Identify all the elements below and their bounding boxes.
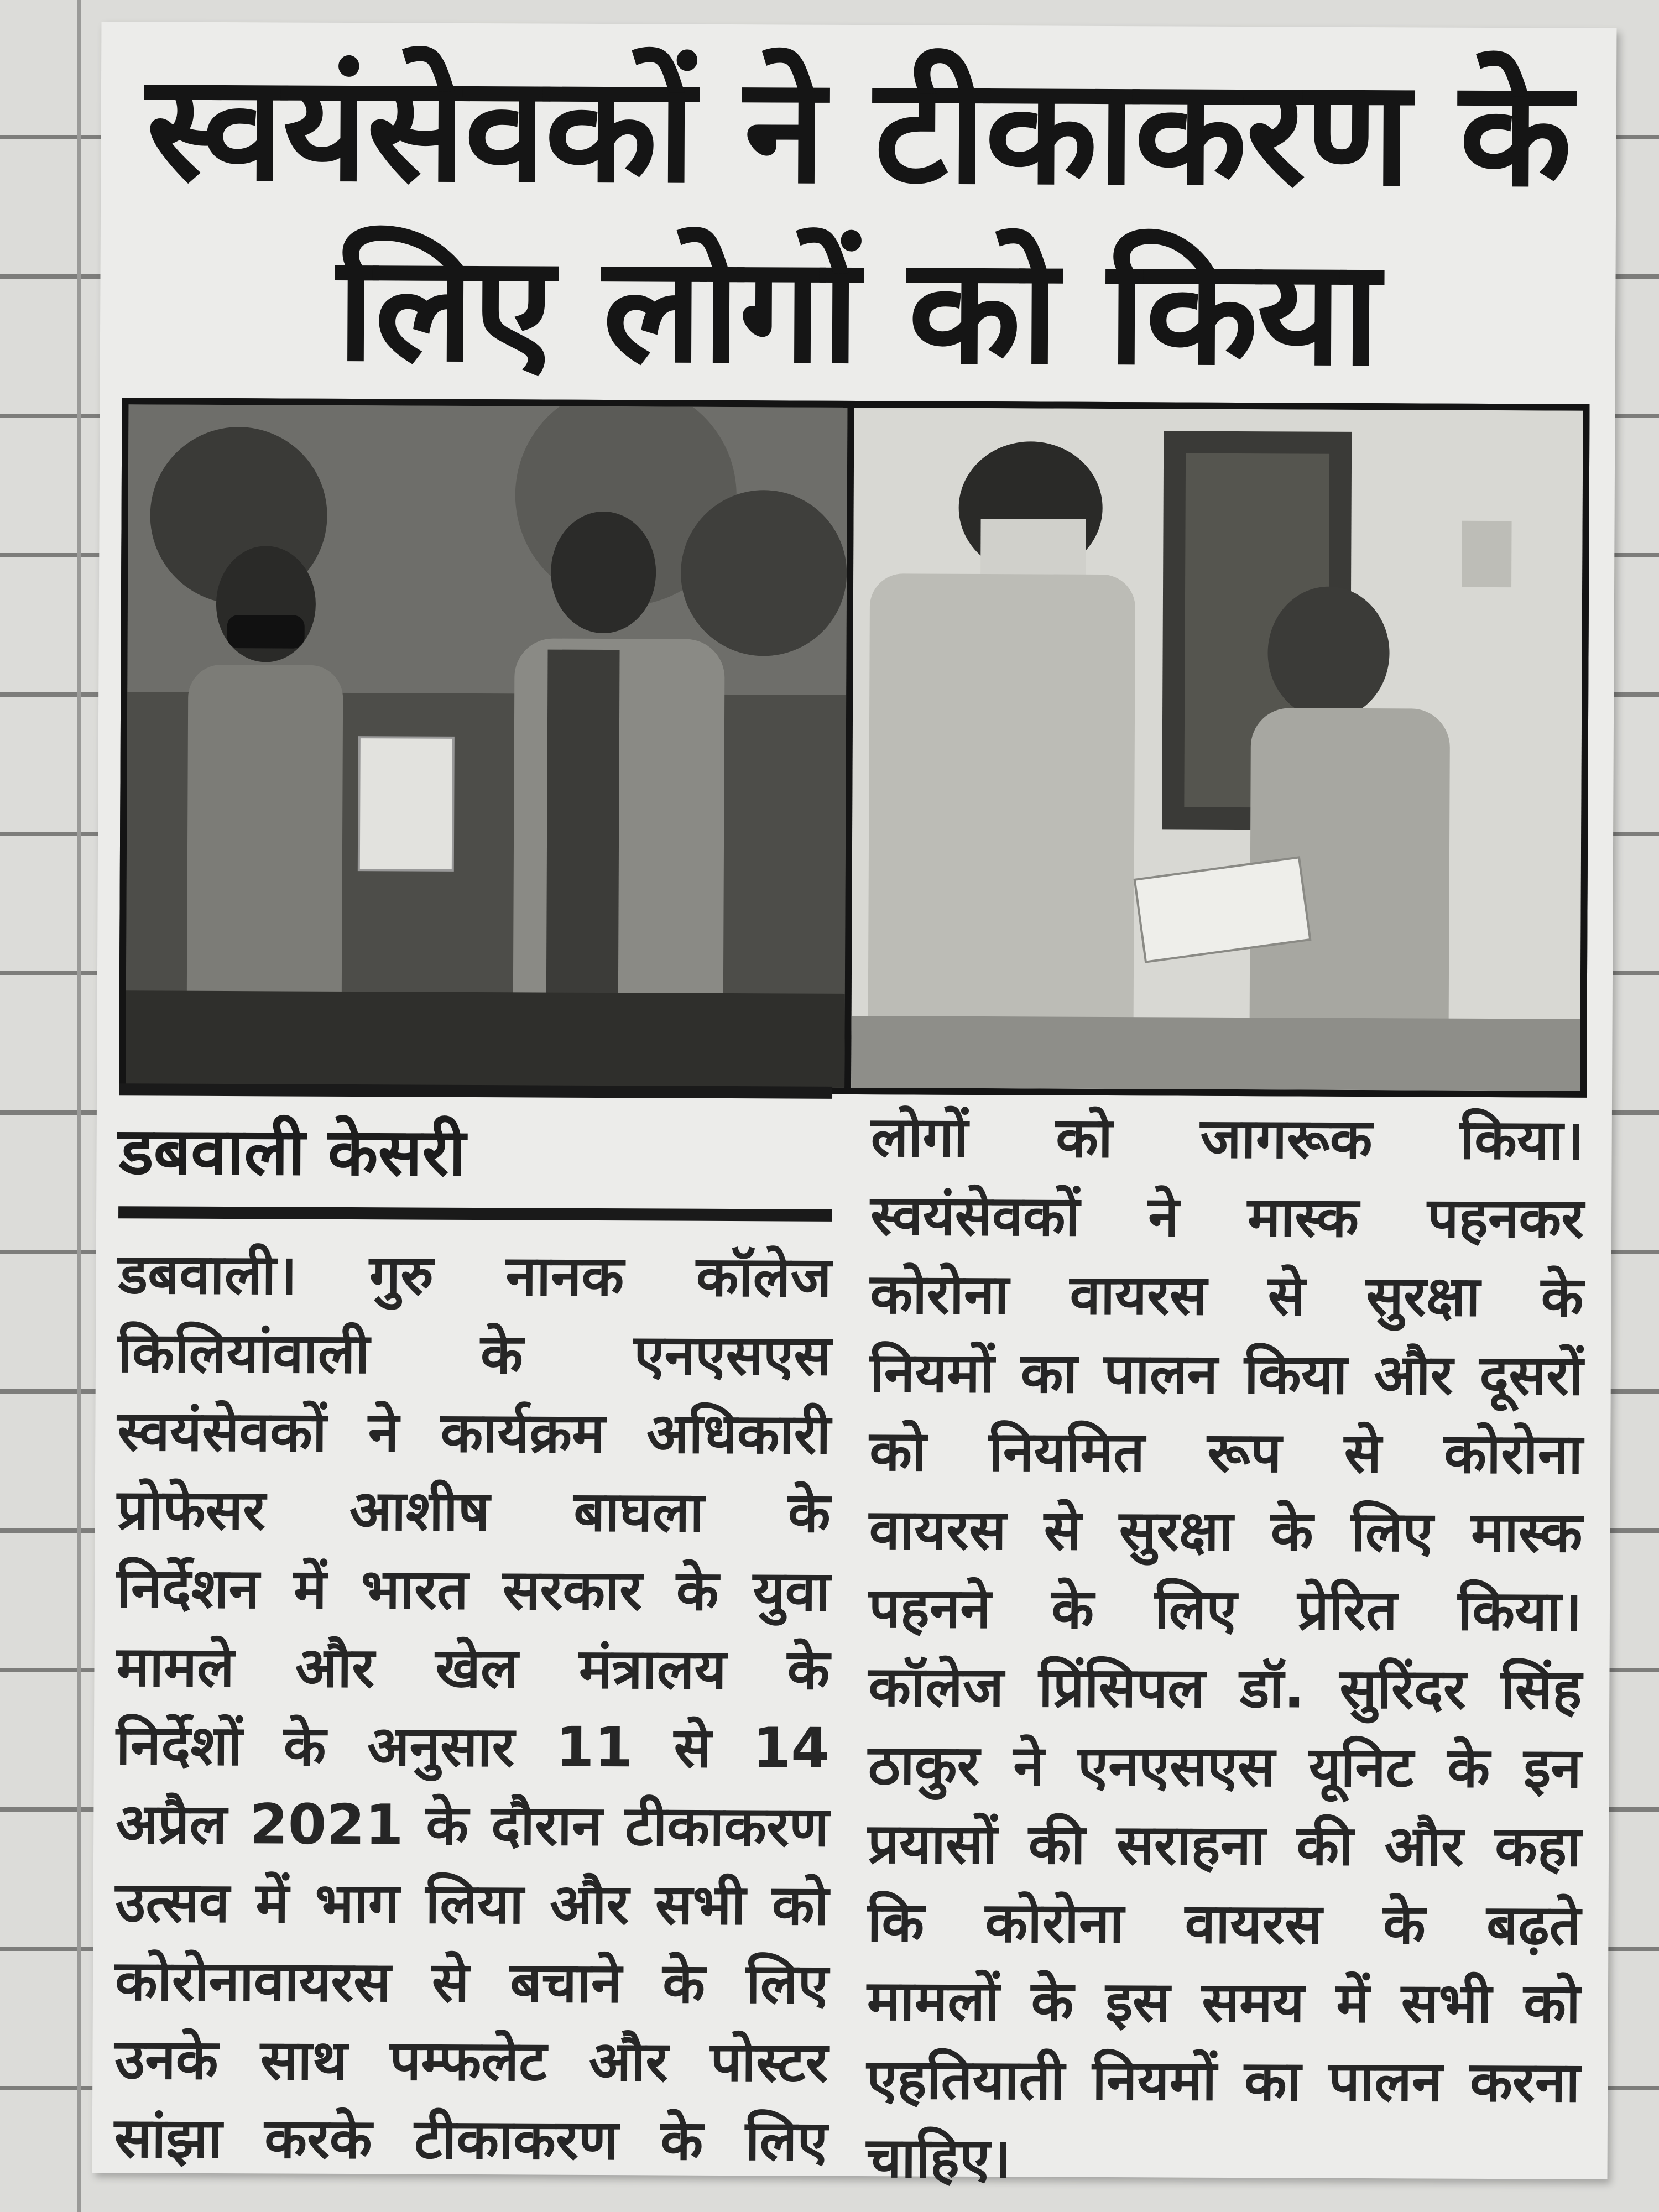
text-line: चाहिए।: [866, 2125, 1011, 2191]
photo-strip: [119, 398, 1589, 1098]
text-line: नियमों का पालन किया और दूसरों: [869, 1340, 1584, 1408]
text-line: कि कोरोना वायरस के बढ़ते: [867, 1890, 1581, 1958]
text-line: प्रयासों की सराहना की और कहा: [867, 1811, 1582, 1879]
text-line: एहतियाती नियमों का पालन करना: [867, 2047, 1580, 2115]
text-line: लोगों को जागरूक किया।: [870, 1104, 1584, 1172]
photo-right-illustration: [851, 408, 1583, 1091]
left-column-text: [114, 1235, 831, 2180]
text-line: निर्देशन में भारत सरकार के युवा: [116, 1556, 831, 1624]
text-line: स्वयंसेवकों ने कार्यक्रम अधिकारी: [117, 1399, 831, 1467]
text-line: पहनने के लिए प्रेरित किया।: [868, 1575, 1583, 1644]
text-line: स्वयंसेवकों ने मास्क पहनकर: [870, 1183, 1584, 1251]
rule-bottom: [118, 1206, 832, 1222]
text-line: कोरोना वायरस से सुरक्षा के: [870, 1261, 1584, 1329]
text-line: किलियांवाली के एनएसएस: [117, 1320, 832, 1388]
text-line: मामलों के इस समय में सभी को: [867, 1968, 1581, 2036]
left-column: [114, 1083, 832, 2180]
photo-volunteers-with-poster: [126, 404, 847, 1088]
text-line: प्रोफेसर आशीष बाघला के: [117, 1477, 831, 1545]
byline: डबवाली केसरी: [118, 1113, 466, 1191]
notebook-margin-rule: [77, 0, 81, 2212]
text-line: को नियमित रूप से कोरोना: [869, 1418, 1583, 1486]
text-line: कोरोनावायरस से बचाने के लिए: [114, 1948, 829, 2016]
right-column-text: [866, 1098, 1584, 2200]
text-line: मामले और खेल मंत्रालय के: [116, 1634, 830, 1702]
text-line: सांझा करके टीकाकरण के लिए: [114, 2105, 828, 2173]
headline-line-2: लिए लोगों को किया: [336, 223, 1380, 399]
text-line: ठाकुर ने एनएसएस यूनिट के इन: [868, 1733, 1582, 1801]
right-column: [866, 1098, 1584, 2200]
text-line: वायरस से सुरक्षा के लिए मास्क: [869, 1497, 1583, 1565]
photo-volunteer-giving-pamphlet: [851, 408, 1583, 1091]
photo-left-illustration: [126, 404, 847, 1088]
text-line: उत्सव में भाग लिया और सभी को: [115, 1870, 829, 1938]
text-line: कॉलेज प्रिंसिपल डॉ. सुरिंदर सिंह: [868, 1654, 1582, 1722]
text-line: निर्देशों के अनुसार 11 से 14: [116, 1713, 830, 1781]
text-line: अप्रैल 2021 के दौरान टीकाकरण: [116, 1791, 830, 1859]
text-line: उनके साथ पम्फलेट और पोस्टर: [114, 2027, 828, 2095]
rule-top: [119, 1083, 832, 1099]
newspaper-clipping: [92, 22, 1617, 2191]
headline-line-1: स्वयंसेवकों ने टीकाकरण के: [145, 43, 1572, 220]
text-line: डबवाली। गुरु नानक कॉलेज: [118, 1241, 832, 1310]
